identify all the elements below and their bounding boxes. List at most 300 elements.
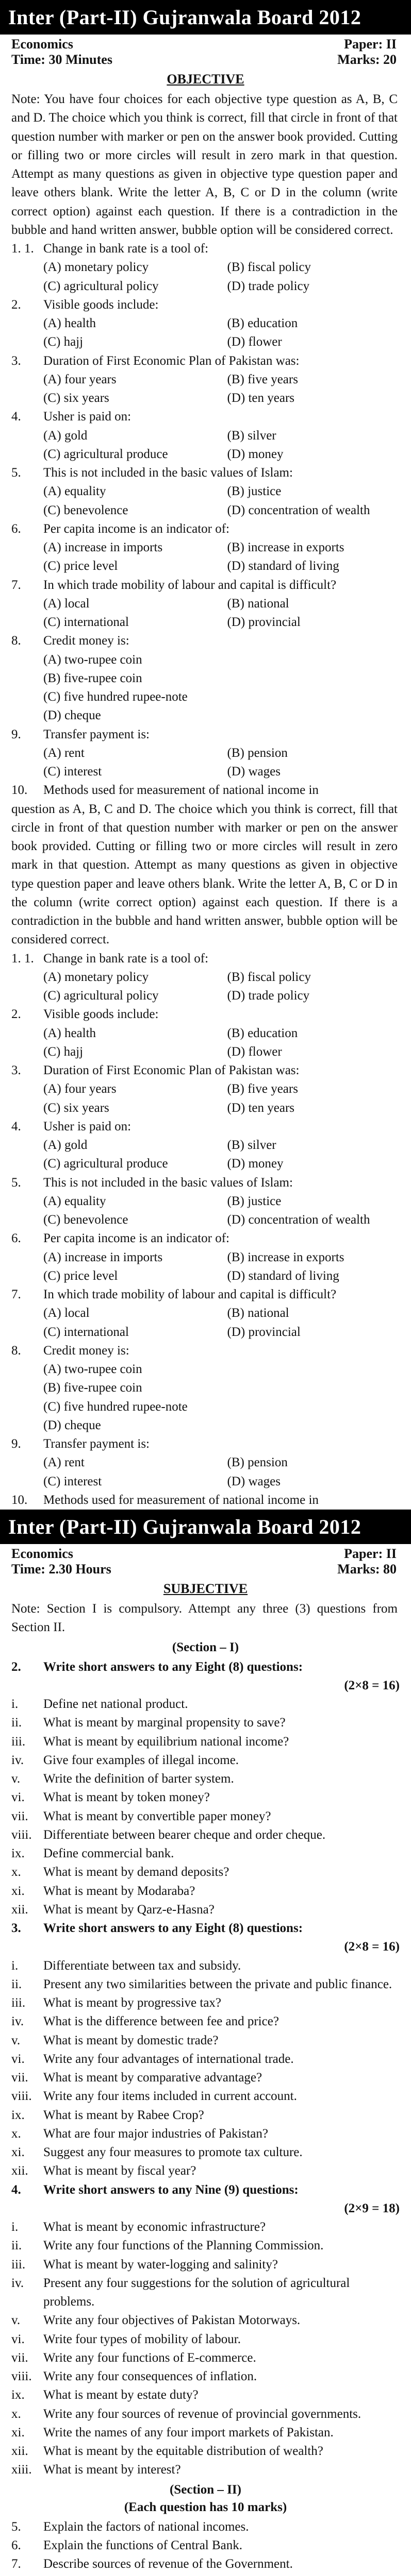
item-number: viii.: [11, 1827, 32, 1842]
question-text: Credit money is:: [43, 634, 129, 648]
item-number: xii.: [11, 2164, 28, 2178]
mcq-row: [11, 1435, 400, 1453]
mcq-row: [11, 296, 400, 314]
question-text: [43, 2573, 400, 2576]
paper1-meta: [0, 35, 411, 67]
short-question-item: [0, 2031, 411, 2050]
item-number: i.: [11, 1697, 19, 1711]
paper2-paper: Paper: II: [344, 1546, 397, 1561]
item-number: viii.: [11, 2089, 32, 2104]
mcq-option: (B) five years: [227, 1082, 298, 1096]
mcq-option: (C) hajj: [43, 1044, 84, 1059]
question-number: 7.: [11, 578, 21, 592]
mcq-options: [0, 258, 411, 296]
question-number: 3.: [11, 1921, 21, 1935]
mcq-option: (A) four years: [43, 1082, 117, 1096]
item-text: Give four examples of illegal income.: [43, 1753, 239, 1767]
mcq-option: (C) international: [43, 1325, 129, 1339]
item-number: iv.: [11, 1753, 24, 1767]
paper1b-questions: [0, 950, 411, 1510]
mcq-question: [0, 1229, 411, 1248]
mcq-option: (A) increase in imports: [43, 540, 163, 554]
short-question-item: [0, 1901, 411, 1919]
mcq-options: [0, 1192, 411, 1230]
mcq-question: [0, 632, 411, 650]
question-3: [0, 1919, 411, 2181]
mcq-options: [0, 595, 411, 632]
mcq-row: [11, 1061, 400, 1080]
mcq-option: (B) five-rupee coin: [43, 1381, 142, 1395]
short-question-item: [0, 2386, 411, 2404]
mcq-option: (B) national: [227, 1306, 289, 1320]
mcq-question: [0, 352, 411, 370]
short-question-item: [0, 2405, 411, 2424]
mcq-option: (C) hajj: [43, 335, 84, 349]
item-number: i.: [11, 2220, 19, 2234]
question-text: Per capita income is an indicator of:: [43, 521, 229, 536]
short-question-item: [0, 2236, 411, 2255]
mcq-option: (D) money: [227, 1157, 284, 1171]
item-number: vi.: [11, 2052, 25, 2066]
short-question-item: [0, 2087, 411, 2106]
item-text: Write the definition of barter system.: [43, 1772, 234, 1786]
mcq-option: (C) five hundred rupee-note: [43, 690, 188, 704]
item-text: Write any four objectives of Pakistan Motorways.: [43, 2313, 301, 2328]
mcq-option: (B) pension: [227, 745, 288, 760]
item-text: What is meant by token money?: [43, 1790, 210, 1805]
item-number: ii.: [11, 1716, 22, 1730]
item-number: xi.: [11, 1884, 25, 1898]
item-number: xiii.: [11, 2463, 32, 2477]
item-number: x.: [11, 1865, 21, 1879]
paper2-header: Inter (Part-II) Gujranwala Board 2012: [0, 1510, 411, 1544]
question-text: This is not included in the basic values of Islam:: [43, 466, 293, 480]
mcq-option: (C) interest: [43, 1474, 102, 1488]
question-instruction: Write short answers to any Eight (8) questions:: [43, 1921, 303, 1935]
mcq-options: [0, 744, 411, 782]
question-text: Transfer payment is:: [43, 1437, 150, 1451]
mcq-option: (C) agricultural policy: [43, 989, 159, 1003]
item-text: What is meant by the equitable distribution of wealth?: [43, 2444, 323, 2458]
item-number: iii.: [11, 1996, 26, 2010]
item-number: vii.: [11, 2350, 28, 2365]
question-marks: (2×9 = 18): [344, 2201, 400, 2215]
mcq-option: (C) agricultural policy: [43, 279, 159, 293]
paper1-marks: Marks: 20: [337, 52, 397, 67]
mcq-question: [0, 725, 411, 744]
short-question-heading: [0, 2181, 411, 2199]
item-text: Present any four suggestions for the solution of agricultural problems.: [43, 2276, 350, 2309]
short-question-item: [0, 2461, 411, 2479]
item-text: Present any two similarities between the private and public finance.: [43, 1977, 392, 1991]
mcq-option: (D) provincial: [227, 615, 301, 629]
mcq-question: [0, 1342, 411, 1360]
question-text: Per capita income is an indicator of:: [43, 1231, 229, 1246]
short-question-item: [0, 1975, 411, 1994]
item-text: What is the difference between fee and price?: [43, 2014, 279, 2029]
short-question-item: [0, 2143, 411, 2162]
question-number: 6.: [11, 521, 21, 536]
question-number: 6.: [11, 2538, 21, 2552]
mcq-option: (C) agricultural produce: [43, 1157, 168, 1171]
mcq-option: (D) wages: [227, 765, 281, 778]
mcq-option: (D) money: [227, 447, 284, 461]
short-question-item: [0, 2349, 411, 2367]
item-text: Write any four functions of the Planning Commission.: [43, 2239, 324, 2253]
item-text: What is meant by convertible paper money?: [43, 1809, 271, 1823]
mcq-option: (D) cheque: [43, 708, 101, 723]
mcq-option: (C) benevolence: [43, 1213, 128, 1227]
short-question-item: [0, 2106, 411, 2125]
question-marks: (2×8 = 16): [344, 1678, 400, 1692]
paper1-paper: Paper: II: [344, 37, 397, 52]
question-number: [11, 2573, 43, 2576]
question-text: Methods used for measurement of national income in: [43, 783, 319, 798]
mcq-option: (B) fiscal policy: [227, 260, 311, 275]
mcq-row: [11, 950, 400, 968]
question-2: [0, 1658, 411, 1920]
question-text: Explain the functions of Central Bank.: [43, 2538, 243, 2552]
short-question-item: [0, 2012, 411, 2031]
question-instruction: Write short answers to any Nine (9) questions:: [43, 2182, 299, 2197]
paper1-header: Inter (Part-II) Gujranwala Board 2012: [0, 0, 411, 35]
section-2-heading: (Section – II): [170, 2482, 241, 2497]
item-text: What is meant by comparative advantage?: [43, 2071, 262, 2084]
short-question-item: [0, 1695, 411, 1714]
question-number: 8.: [11, 1343, 21, 1358]
mcq-option: (D) concentration of wealth: [227, 1213, 370, 1227]
mcq-options: [0, 1453, 411, 1491]
item-text: Suggest any four measures to promote tax culture.: [43, 2145, 303, 2159]
question-number: 9.: [11, 727, 21, 741]
mcq-question: [0, 1061, 411, 1080]
mcq-row: [11, 520, 400, 538]
mcq-options: [0, 1136, 411, 1174]
mcq-option: (D) trade policy: [227, 989, 310, 1003]
short-question-item: [0, 2162, 411, 2180]
question-number: 7.: [11, 1287, 21, 1301]
question-text: Transfer payment is:: [43, 727, 150, 741]
mcq-option: (A) increase in imports: [43, 1250, 163, 1264]
mcq-option: (B) silver: [227, 1138, 276, 1152]
mcq-option: (D) standard of living: [227, 559, 339, 573]
item-number: x.: [11, 2406, 21, 2421]
question-number: 3.: [11, 353, 21, 368]
question-text: Change in bank rate is a tool of:: [43, 951, 209, 965]
question-number: 4.: [11, 2182, 21, 2197]
mcq-option: (D) provincial: [227, 1325, 301, 1339]
mcq-option: (A) health: [43, 316, 96, 330]
mcq-option: (C) benevolence: [43, 503, 128, 517]
short-question-item: [0, 2311, 411, 2330]
question-text: In which trade mobility of labour and capital is difficult?: [43, 1287, 337, 1301]
mcq-option: (B) increase in exports: [227, 540, 344, 554]
question-text: Describe sources of revenue of the Government.: [43, 2557, 293, 2571]
question-number: 10.: [11, 1493, 28, 1507]
mcq-options: [0, 1304, 411, 1342]
mcq-option: (C) price level: [43, 1268, 118, 1283]
item-text: What is meant by fiscal year?: [43, 2164, 196, 2178]
question-number: 4.: [11, 410, 21, 424]
short-question-item: [0, 1807, 411, 1826]
mcq-options: [0, 314, 411, 352]
mcq-option: (A) four years: [43, 372, 117, 386]
short-question-item: [0, 1882, 411, 1901]
item-text: What is meant by equilibrium national income?: [43, 1734, 289, 1749]
mcq-question: [0, 1435, 411, 1453]
question-number: 2.: [11, 297, 21, 312]
item-text: What is meant by domestic trade?: [43, 2033, 219, 2047]
short-question-item: [0, 1751, 411, 1770]
short-question-heading: [0, 1919, 411, 1938]
paper1-questions: [0, 240, 411, 800]
mcq-options: [0, 651, 411, 725]
mcq-option: (C) international: [43, 615, 129, 629]
short-question-item: [0, 2442, 411, 2461]
question-4: [0, 2181, 411, 2480]
item-number: vi.: [11, 1790, 25, 1805]
item-text: What is meant by interest?: [43, 2463, 181, 2477]
mcq-option: (C) agricultural produce: [43, 447, 168, 461]
mcq-row: [11, 1229, 400, 1248]
mcq-option: (A) gold: [43, 1138, 88, 1152]
question-text: Duration of First Economic Plan of Pakistan was:: [43, 1063, 300, 1077]
mcq-option: (A) equality: [43, 484, 106, 499]
mcq-question: [0, 950, 411, 968]
mcq-options: [0, 482, 411, 520]
short-question-item: [0, 1714, 411, 1732]
short-question-item: [0, 2125, 411, 2143]
item-number: vii.: [11, 1809, 28, 1823]
mcq-option: (D) trade policy: [227, 279, 310, 293]
short-question-item: [0, 2218, 411, 2236]
item-number: ix.: [11, 2388, 25, 2402]
mcq-option: (B) justice: [227, 1194, 282, 1208]
question-text: In which trade mobility of labour and capital is difficult?: [43, 578, 337, 592]
question-marks: (2×8 = 16): [344, 1940, 400, 1954]
mcq-option: (D) concentration of wealth: [227, 503, 370, 517]
question-number: 1. 1.: [11, 951, 34, 965]
item-number: ii.: [11, 2239, 22, 2253]
question-number: 8.: [11, 634, 21, 648]
short-question-item: [0, 2424, 411, 2442]
mcq-row: [11, 352, 400, 370]
mcq-row: [11, 464, 400, 482]
mcq-option: (B) fiscal policy: [227, 970, 311, 984]
mcq-options: [0, 370, 411, 408]
item-number: iii.: [11, 2257, 26, 2272]
mcq-options: [0, 1248, 411, 1286]
mcq-options: [0, 538, 411, 576]
mcq-row: [11, 240, 400, 258]
item-text: What are four major industries of Pakistan?: [43, 2126, 268, 2141]
item-text: What is meant by marginal propensity to save?: [43, 1716, 286, 1730]
marks-row: [0, 1938, 411, 1956]
paper2-subject: Economics: [11, 1546, 73, 1561]
item-number: v.: [11, 2313, 21, 2328]
item-text: What is meant by estate duty?: [43, 2388, 199, 2402]
question-number: 5.: [11, 2519, 21, 2534]
question-text: Visible goods include:: [43, 297, 159, 312]
mcq-row: [11, 408, 400, 426]
marks-row: [0, 2199, 411, 2218]
mcq-question: [0, 520, 411, 538]
question-text: Visible goods include:: [43, 1007, 159, 1022]
mcq-option: (D) wages: [227, 1474, 281, 1488]
mcq-row: [11, 1285, 400, 1304]
mcq-row: [11, 576, 400, 595]
short-question-heading: [0, 1658, 411, 1676]
mcq-question: [0, 1491, 411, 1510]
paper1b-note: question as A, B, C and D. The choice which you think is correct, fill that circle in front of that question number with marker or pen on the answer book provided. Cutting or filling two or more circles will result in zero mark in that question. Attempt as many questions as given in objective type question paper and leave others blank. Write the letter A, B, C or D in the column (write correct option) against each question. If there is a contradiction in the bubble and hand written answer, bubble option will be considered correct.: [11, 802, 398, 947]
question-number: 7.: [11, 2557, 21, 2571]
section-2-note: (Each question has 10 marks): [124, 2500, 287, 2514]
paper1-time: Time: 30 Minutes: [11, 52, 112, 67]
long-questions: [0, 2518, 411, 2576]
long-question: [0, 2518, 411, 2536]
paper1-note: Note: You have four choices for each objective type question as A, B, C and D. The choice which you think is correct, fill that circle in front of that question number with marker or pen on the answer book provided. Cutting or filling two or more circles will result in zero mark in that question. Attempt as many questions as given in objective type question paper and leave others blank. Write the letter A, B, C or D in the column (write correct option) against each question. If there is a contradiction in the bubble and hand written answer, bubble option will be considered correct.: [11, 92, 398, 237]
question-text: This is not included in the basic values of Islam:: [43, 1175, 293, 1190]
mcq-question: [0, 1285, 411, 1304]
mcq-option: (C) interest: [43, 765, 102, 778]
mcq-question: [0, 781, 411, 800]
mcq-option: (A) monetary policy: [43, 260, 149, 275]
item-number: xi.: [11, 2425, 25, 2439]
mcq-options: [0, 1360, 411, 1435]
mcq-question: [0, 464, 411, 482]
question-text: Duration of First Economic Plan of Pakistan was:: [43, 353, 300, 368]
paper2-meta: [0, 1544, 411, 1577]
mcq-option: (B) education: [227, 316, 298, 330]
short-question-item: [0, 2050, 411, 2069]
question-number: 5.: [11, 466, 21, 480]
mcq-option: (A) local: [43, 596, 90, 611]
mcq-option: (C) five hundred rupee-note: [43, 1399, 188, 1414]
mcq-question: [0, 240, 411, 258]
item-number: iii.: [11, 1734, 26, 1749]
item-number: ix.: [11, 1846, 25, 1860]
item-number: viii.: [11, 2369, 32, 2383]
long-question: [0, 2573, 411, 2576]
short-question-item: [0, 1844, 411, 1863]
question-number: 2.: [11, 1659, 21, 1674]
mcq-question: [0, 296, 411, 314]
item-number: vii.: [11, 2071, 28, 2084]
mcq-option: (B) increase in exports: [227, 1250, 344, 1264]
item-number: vi.: [11, 2332, 25, 2346]
item-number: ix.: [11, 2108, 25, 2122]
item-number: i.: [11, 1958, 19, 1973]
mcq-option: (B) silver: [227, 428, 276, 443]
long-question: [0, 2555, 411, 2573]
mcq-option: (D) ten years: [227, 1100, 294, 1115]
item-text: Define net national product.: [43, 1697, 188, 1711]
item-text: Write four types of mobility of labour.: [43, 2332, 241, 2346]
short-question-item: [0, 1788, 411, 1807]
mcq-option: (D) cheque: [43, 1418, 101, 1432]
item-text: What is meant by demand deposits?: [43, 1865, 229, 1879]
mcq-option: (A) local: [43, 1306, 90, 1320]
question-text: Usher is paid on:: [43, 1119, 131, 1133]
item-number: iv.: [11, 2276, 24, 2290]
short-question-item: [0, 2069, 411, 2087]
question-text: Explain the factors of national incomes.: [43, 2519, 249, 2534]
mcq-row: [11, 1174, 400, 1192]
mcq-option: (B) education: [227, 1026, 298, 1040]
paper2-time: Time: 2.30 Hours: [11, 1562, 111, 1577]
item-text: Write any four advantages of international trade.: [43, 2052, 294, 2066]
mcq-question: [0, 576, 411, 595]
item-number: iv.: [11, 2014, 24, 2029]
item-text: What is meant by Qarz-e-Hasna?: [43, 1902, 215, 1917]
mcq-option: (D) standard of living: [227, 1268, 339, 1283]
item-text: What is meant by Rabee Crop?: [43, 2108, 204, 2122]
mcq-option: (A) two-rupee coin: [43, 1362, 142, 1376]
question-number: 5.: [11, 1175, 21, 1190]
paper1-subject: Economics: [11, 37, 73, 52]
mcq-row: [11, 632, 400, 650]
mcq-option: (A) rent: [43, 745, 85, 760]
mcq-option: (D) flower: [227, 335, 282, 349]
mcq-question: [0, 1117, 411, 1136]
mcq-option: (A) monetary policy: [43, 970, 149, 984]
mcq-option: (B) national: [227, 596, 289, 611]
question-number: 3.: [11, 1063, 21, 1077]
item-number: x.: [11, 2126, 21, 2141]
short-question-item: [0, 1994, 411, 2012]
question-number: 9.: [11, 1437, 21, 1451]
item-text: Write any four consequences of inflation.: [43, 2369, 257, 2383]
item-text: Differentiate between tax and subsidy.: [43, 1958, 241, 1973]
mcq-option: (A) health: [43, 1026, 96, 1040]
paper2-section-title: SUBJECTIVE: [163, 1581, 248, 1596]
mcq-option: (D) flower: [227, 1044, 282, 1059]
mcq-row: [11, 725, 400, 744]
paper1-section-title: OBJECTIVE: [167, 72, 244, 87]
short-question-item: [0, 1957, 411, 1975]
mcq-options: [0, 1024, 411, 1062]
question-instruction: Write short answers to any Eight (8) questions:: [43, 1659, 303, 1674]
item-text: Differentiate between bearer cheque and order cheque.: [43, 1827, 326, 1842]
question-text: Change in bank rate is a tool of:: [43, 242, 209, 256]
short-question-item: [0, 2256, 411, 2274]
mcq-option: (C) six years: [43, 391, 109, 405]
mcq-options: [0, 427, 411, 464]
mcq-row: [11, 1342, 400, 1360]
question-number: 1. 1.: [11, 242, 34, 256]
short-question-item: [0, 2330, 411, 2349]
item-number: v.: [11, 1772, 21, 1786]
mcq-row: [11, 781, 400, 800]
mcq-row: [11, 1491, 400, 1510]
item-number: xii.: [11, 1902, 28, 1917]
mcq-option: (A) equality: [43, 1194, 106, 1208]
mcq-option: (C) price level: [43, 559, 118, 573]
mcq-question: [0, 1174, 411, 1192]
question-number: 4.: [11, 1119, 21, 1133]
question-number: 10.: [11, 783, 28, 798]
short-question-item: [0, 1863, 411, 1882]
item-text: Write any four functions of E-commerce.: [43, 2350, 256, 2365]
question-text: Methods used for measurement of national income in: [43, 1493, 319, 1507]
mcq-option: (C) six years: [43, 1100, 109, 1115]
question-number: 2.: [11, 1007, 21, 1022]
long-question: [0, 2536, 411, 2555]
mcq-option: (B) pension: [227, 1455, 288, 1470]
item-text: What is meant by progressive tax?: [43, 1996, 222, 2010]
question-number: 6.: [11, 1231, 21, 1246]
mcq-options: [0, 1080, 411, 1117]
